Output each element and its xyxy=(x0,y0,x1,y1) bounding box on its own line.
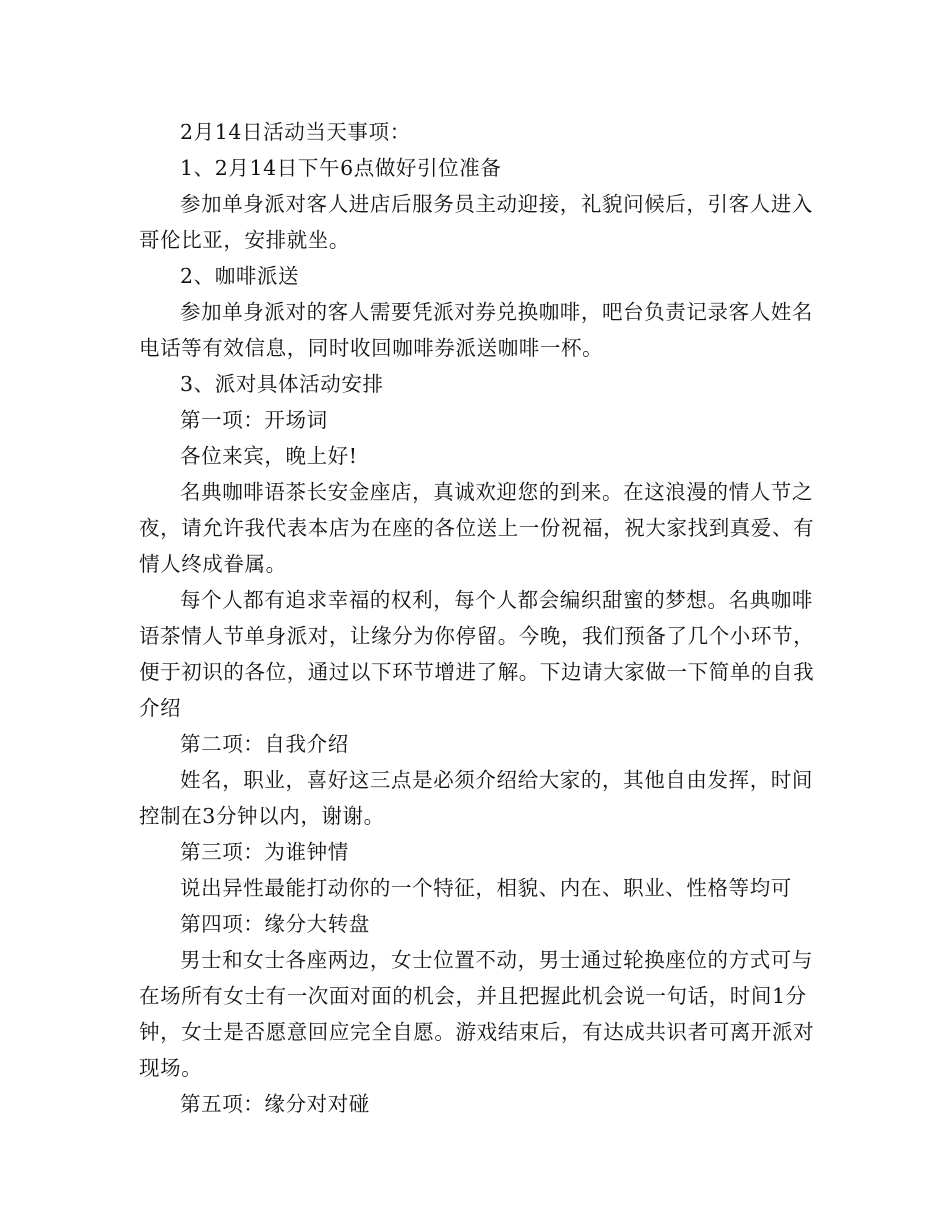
paragraph-part-2-heading: 第二项：自我介绍 xyxy=(180,732,349,756)
paragraph-part-1-heading: 第一项：开场词 xyxy=(180,408,328,432)
paragraph-coffee-exchange: 参加单身派对的客人需要凭派对券兑换咖啡，吧台负责记录客人姓名电话等有效信息，同时收回咖啡券派送咖啡一杯。 xyxy=(139,300,813,360)
document-body xyxy=(139,114,829,1122)
paragraph-part-4-heading: 第四项：缘分大转盘 xyxy=(180,912,370,936)
paragraph-item-3-heading: 3、派对具体活动安排 xyxy=(180,372,384,396)
paragraph-greeting-guests: 参加单身派对客人进店后服务员主动迎接，礼貌问候后，引客人进入哥伦比亚，安排就坐。 xyxy=(139,192,813,252)
paragraph-salutation: 各位来宾，晚上好! xyxy=(180,444,358,468)
paragraph-part-4-description: 男士和女士各座两边，女士位置不动，男士通过轮换座位的方式可与在场所有女士有一次面对面的机会，并且把握此机会说一句话，时间1分钟，女士是否愿意回应完全自愿。游戏结束后，有达成共识者可离开派对现场。 xyxy=(139,948,815,1080)
paragraph-part-5-heading: 第五项：缘分对对碰 xyxy=(180,1092,370,1116)
paragraph-item-2-heading: 2、咖啡派送 xyxy=(180,264,300,288)
paragraph-part-3-description: 说出异性最能打动你的一个特征，相貌、内在、职业、性格等均可 xyxy=(180,876,792,900)
paragraph-event-day-heading: 2月14日活动当天事项： xyxy=(180,120,411,144)
paragraph-self-intro-rules: 姓名，职业，喜好这三点是必须介绍给大家的，其他自由发挥，时间控制在3分钟以内，谢谢。 xyxy=(139,768,813,828)
paragraph-part-3-heading: 第三项：为谁钟情 xyxy=(180,840,349,864)
paragraph-welcome-speech: 名典咖啡语茶长安金座店，真诚欢迎您的到来。在这浪漫的情人节之夜，请允许我代表本店为在座的各位送上一份祝福，祝大家找到真爱、有情人终成眷属。 xyxy=(139,480,815,576)
paragraph-event-intro: 每个人都有追求幸福的权利，每个人都会编织甜蜜的梦想。名典咖啡语茶情人节单身派对，让缘分为你停留。今晚，我们预备了几个小环节，便于初识的各位，通过以下环节增进了解。下边请大家做一下简单的自我介绍 xyxy=(139,588,815,720)
paragraph-item-1-heading: 1、2月14日下午6点做好引位准备 xyxy=(180,156,502,180)
